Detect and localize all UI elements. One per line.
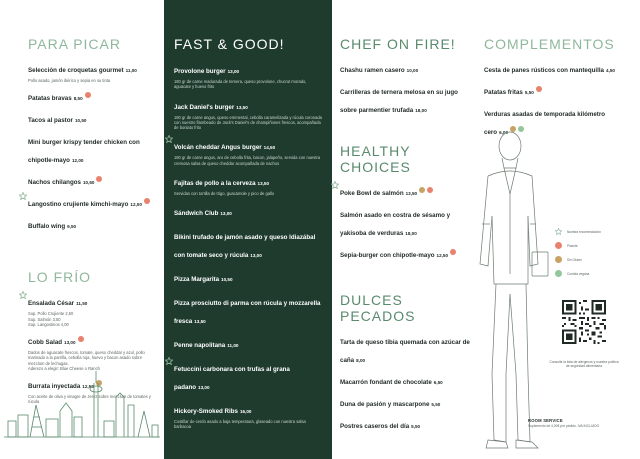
menu-item-price: 5,50 — [524, 90, 534, 96]
menu-item-price: 11,50 — [76, 301, 88, 307]
menu-item-price: 6,00 — [499, 130, 509, 136]
spicy-icon — [85, 92, 91, 98]
menu-item-price: 9,50 — [67, 224, 77, 230]
spicy-icon — [555, 242, 562, 249]
menu-item — [340, 244, 470, 262]
menu-item-price: 13,50 — [194, 318, 206, 324]
menu-item-name: Penne napolitana — [174, 341, 226, 349]
menu-item — [174, 136, 322, 165]
menu-item — [484, 81, 626, 99]
menu-item-description: 180 gr de carne angus, queso emmental, cebolla caramelizada y rúcula coronada con nuestro flambeado de Jack's Daniel's de champiñones frescos, acompañada de boniato frito — [174, 114, 322, 131]
menu-item-price: 10,00 — [406, 68, 419, 74]
menu-item-description: 180 gr de carne angus, aro de cebolla frita, bacon, jalapeño, servida con nuestra cremosa salsa de queso cheddar acompañada de nachos — [174, 155, 321, 166]
menu-item-name: Sándwich Club — [174, 209, 219, 217]
menu-item-price: 13,00 — [227, 69, 240, 75]
menu-item-name: Postres caseros del día — [340, 423, 410, 431]
menu-item — [340, 371, 470, 389]
menu-item-price: 12,50 — [436, 253, 449, 259]
legend-label-spicy: Picante — [567, 243, 578, 248]
menu-item-description: Servidas con tortilla de trigo, guacamole y pico de gallo — [174, 190, 275, 196]
spicy-icon — [427, 187, 433, 193]
menu-item-name: Hickory-Smoked Ribs — [174, 407, 238, 415]
section-title-para-picar: PARA PICAR — [28, 36, 121, 52]
menu-item-price: 11,00 — [125, 68, 137, 74]
section-title-dulces: DULCES PECADOS — [340, 292, 416, 325]
fast-good-list — [174, 60, 322, 429]
menu-item-name: Sepia-burger con chipotle-mayo — [340, 252, 435, 260]
menu-item — [174, 172, 322, 196]
menu-item-description: Costillar de cerdo asado a baja temperatura, glaseado con nuestra salsa barbacoa — [174, 418, 306, 430]
menu-item — [28, 87, 154, 105]
healthy-list — [340, 182, 470, 262]
menu-item-description: Con aceite de oliva y vinagre de Jerez sobre mezclum de tomates y rúcula — [28, 394, 151, 405]
qr-code[interactable] — [562, 300, 606, 344]
menu-item-description: Pollo asado, jamón ibérico y sepia en su tinta — [28, 78, 111, 84]
room-service-title: ROOM SERVICE — [528, 418, 563, 423]
menu-item-price: 13,00 — [198, 384, 210, 390]
menu-item-name: Buffalo wing — [28, 223, 66, 231]
menu-item-name: Burrata inyectada — [28, 383, 81, 391]
menu-item — [28, 131, 154, 167]
legend-label-vegan: Comida vegana — [567, 271, 590, 276]
menu-item-price: 6,50 — [433, 380, 443, 386]
column-chef — [332, 0, 478, 459]
menu-item-name: Volcán cheddar Angus burger — [174, 144, 262, 152]
menu-item-price: 10,50 — [74, 118, 87, 124]
menu-item-name: Fajitas de pollo a la cerveza — [174, 179, 256, 187]
menu-item — [340, 331, 470, 367]
menu-item — [174, 268, 322, 286]
spicy-icon — [96, 176, 102, 182]
menu-item-price: 8,50 — [73, 96, 83, 102]
menu-item-price: 4,50 — [606, 68, 615, 74]
menu-item-description: Sup. Pollo Crujiente 2,50 Sup. Salmón 3,50 Sup. Langostinos 4,00 — [28, 311, 74, 327]
city-skyline-illustration — [4, 367, 160, 439]
qr-note: Consulte la lista de alérgenos y nuestra política de seguridad alimentaria — [549, 360, 619, 369]
menu-item — [174, 226, 322, 262]
menu-item-price: 18,00 — [405, 231, 417, 237]
menu-item-name: Mini burger krispy tender chicken con chipotle-mayo — [28, 139, 140, 165]
menu-item-name: Pizza prosciutto di parma con rúcula y mozzarella fresca — [174, 299, 321, 325]
menu-item-price: 16,00 — [239, 408, 252, 414]
menu-item-name: Cobb Salad — [28, 339, 63, 347]
menu-item — [28, 215, 154, 233]
menu-item — [484, 59, 626, 77]
menu-item-price: 10,50 — [221, 276, 233, 282]
room-service — [528, 418, 599, 428]
menu-item — [28, 331, 154, 371]
gluten-free-icon — [419, 187, 425, 193]
menu-item-price: 13,00 — [250, 252, 262, 258]
menu-item-price: 12,00 — [71, 158, 84, 164]
menu-item-price: 14,50 — [263, 145, 276, 151]
menu-item-name: Bikini trufado de jamón asado y queso Idiazábal con tomate seco y rúcula — [174, 233, 316, 259]
businessman-illustration — [458, 124, 562, 454]
menu-item — [28, 171, 154, 189]
star-icon — [331, 181, 339, 189]
menu-item — [340, 182, 470, 200]
legend-item-gluten-free — [555, 256, 601, 263]
menu-item-name: Chashu ramen casero — [340, 67, 405, 75]
menu-item-name: Provolone burger — [174, 68, 226, 76]
spicy-icon — [536, 86, 542, 92]
legend-label-gluten-free: Sin Gluten — [567, 257, 582, 262]
menu-item-name: Macarrón fondant de chocolate — [340, 379, 432, 387]
menu-item-name: Cesta de panes rústicos con mantequilla — [484, 67, 605, 75]
menu-item — [28, 292, 154, 327]
star-icon — [165, 135, 173, 143]
menu-item — [340, 81, 470, 117]
menu-item-price: 13,00 — [64, 340, 76, 346]
dulces-list — [340, 331, 470, 433]
section-title-chef-on-fire: CHEF ON FIRE! — [340, 36, 456, 52]
menu-item-name: Fetuccini carbonara con trufas al grana padano — [174, 365, 290, 391]
menu-item-price: 13,00 — [220, 210, 232, 216]
menu-item-name: Salmón asado en costra de sésamo y yakisoba de verduras — [340, 212, 451, 238]
chef-on-fire-list — [340, 59, 470, 117]
menu-item — [174, 60, 322, 89]
menu-item-price: 5,50 — [411, 424, 421, 430]
menu-item-name: Verduras asadas de temporada kilómetro cero — [484, 111, 606, 137]
menu-item-price: 10,50 — [82, 180, 95, 186]
column-para-picar — [0, 0, 164, 459]
menu-item-price: 5,50 — [431, 402, 441, 408]
menu-item — [340, 59, 470, 77]
menu-item — [340, 204, 470, 240]
menu-item-price: 13,50 — [257, 180, 270, 186]
legend-item-vegan — [555, 270, 601, 277]
room-service-note: Suplemento de 4,00€ por pedido. IVA INCLUIDO — [528, 424, 600, 428]
menu-item-name: Ensalada César — [28, 300, 75, 308]
menu-item-price: 8,00 — [356, 358, 366, 364]
legend-item-spicy — [555, 242, 601, 249]
section-title-healthy: HEALTHY CHOICES — [340, 143, 411, 176]
star-icon — [165, 357, 173, 365]
menu-item — [174, 96, 322, 131]
menu-item-name: Carrilleras de ternera melosa en su jugo sobre parmentier trufada — [340, 89, 458, 115]
gluten-free-icon — [555, 256, 562, 263]
menu-item-description: 180 gr de carne madurada de ternera, queso provolone, chucrut morado, aguacate y huevo frito — [174, 79, 307, 90]
vegan-icon — [555, 270, 562, 277]
menu-item-name: Pizza Margarita — [174, 275, 220, 283]
menu-item — [174, 292, 322, 328]
menu-item-price: 12,00 — [130, 202, 142, 208]
menu-item — [28, 193, 154, 211]
menu-item — [28, 59, 154, 83]
menu-item — [174, 400, 322, 429]
menu-item — [340, 393, 470, 411]
spicy-icon — [144, 198, 150, 204]
menu-item-name: Langostino crujiente kimchi-mayo — [28, 201, 129, 209]
legend — [555, 228, 601, 284]
legend-label-recommendation: Nuestra recomendación — [567, 229, 601, 234]
menu-item — [340, 415, 470, 433]
menu-item-description: Dados de aguacate frescos, tomate, queso cheddar y azul, pollo marinado a la parrilla, cebolla roja, huevo y bacon asado sobre mezclum de lechugas. Aderezo a elegir: Blue Cheese o Ranch — [28, 350, 145, 371]
menu-item-name: Jack Daniel's burger — [174, 103, 235, 111]
menu-item-price: 11,00 — [227, 342, 239, 348]
spicy-icon — [450, 249, 456, 255]
legend-item-recommendation — [555, 228, 601, 235]
menu-item-name: Patatas fritas — [484, 89, 523, 97]
star-icon — [19, 192, 27, 200]
column-fast-good — [164, 0, 332, 459]
menu-item — [28, 109, 154, 127]
menu-item-name: Selección de croquetas gourmet — [28, 67, 124, 75]
star-icon — [19, 291, 27, 299]
menu-item-price: 13,50 — [405, 191, 418, 197]
menu-item-name: Nachos chilangos — [28, 179, 81, 187]
menu-item-name: Poke Bowl de salmón — [340, 190, 404, 198]
para-picar-list — [28, 59, 154, 233]
menu-item-name: Tacos al pastor — [28, 117, 73, 125]
menu-item-price: 12,50 — [82, 384, 94, 390]
menu-item — [174, 202, 322, 220]
section-title-lo-frio: LO FRÍO — [28, 269, 92, 286]
menu-item-name: Duna de pasión y mascarpone — [340, 401, 430, 409]
menu-item — [174, 334, 322, 352]
star-icon — [555, 228, 562, 235]
section-title-complementos: COMPLEMENTOS — [484, 36, 615, 52]
menu-item-price: 13,50 — [236, 104, 248, 110]
spicy-icon — [78, 336, 84, 342]
menu-item-name: Patatas bravas — [28, 95, 72, 103]
menu-item — [174, 358, 322, 394]
menu-item-name: Tarta de queso tibia quemada con azúcar de caña — [340, 339, 470, 365]
menu-item-price: 18,00 — [415, 108, 427, 114]
section-title-fast-good: FAST & GOOD! — [174, 36, 285, 52]
